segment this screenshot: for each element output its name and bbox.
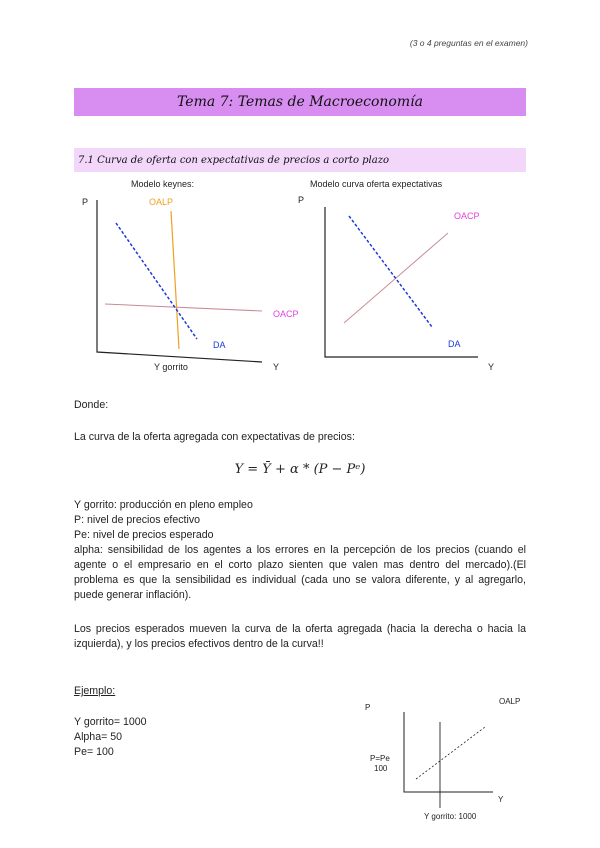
example-graph-oalp-label: OALP — [499, 697, 521, 706]
graph1-oalp-label: OALP — [149, 197, 174, 207]
intro-text: La curva de la oferta agregada con expectativas de precios: — [74, 431, 355, 443]
graph2-oacp-label: OACP — [454, 211, 480, 221]
precios-paragraph: Los precios esperados mueven la curva de la oferta agregada (hacia la derecha o hacia la izquierda), y los precios efectivos dentro de la curva!! — [74, 623, 526, 650]
graph1-x-axis: Y — [273, 362, 280, 372]
graph2-axes — [325, 207, 478, 357]
graph1-oacp-line — [105, 304, 262, 311]
def-pe: Pe: nivel de precios esperado — [74, 529, 214, 541]
def-p: P: nivel de precios efectivo — [74, 514, 201, 526]
graph2-da-line — [349, 216, 432, 327]
example-graph-pe-label: P=Pe — [370, 754, 390, 763]
def-y-gorrito: Y gorrito: producción en pleno empleo — [74, 499, 253, 511]
graph1-y-axis-label: P — [82, 197, 89, 207]
graph2-da-label: DA — [448, 339, 461, 349]
def-alpha: alpha: sensibilidad de los agentes a los errores en la percepción de los precios (cuando el agente o el empresario en el corto plazo sienten que valen mas dentro del mercado).(El problema es que la sensibilidad es individual (cada uno se valora diferente, y al agregarlo, puede generar inflación). — [74, 544, 526, 601]
page-title: Tema 7: Temas de Macroeconomía — [74, 88, 526, 116]
graph1-axes — [97, 200, 262, 362]
graph1-da-label: DA — [213, 340, 226, 350]
example-graph-x-label: Y gorrito: 1000 — [424, 812, 477, 821]
example-oacp-line — [416, 727, 485, 779]
exam-note: (3 o 4 preguntas en el examen) — [409, 38, 528, 48]
example-graph-p-label: P — [365, 703, 371, 712]
graph2-y-axis-label: P — [298, 195, 305, 205]
graph1-oacp-label: OACP — [273, 309, 299, 319]
section-title: 7.1 Curva de oferta con expectativas de precios a corto plazo — [74, 148, 526, 172]
example-heading: Ejemplo: — [74, 685, 116, 697]
graph1-da-line — [116, 223, 197, 339]
graph1-x-axis-label: Y gorrito — [154, 362, 188, 372]
example-pe: Pe= 100 — [74, 746, 114, 758]
graph2-x-axis: Y — [488, 362, 495, 372]
graph2-title: Modelo curva oferta expectativas — [310, 179, 443, 189]
example-graph-x-axis: Y — [498, 795, 504, 804]
donde-label: Donde: — [74, 399, 109, 411]
example-graph-axes — [404, 712, 493, 792]
graph1-oalp-line — [171, 211, 179, 349]
example-graph-pe-value: 100 — [374, 764, 388, 773]
graph1-title: Modelo keynes: — [131, 179, 195, 189]
example-y: Y gorrito= 1000 — [74, 716, 147, 728]
equation: Y = Ȳ + α * (P − Pᵉ) — [234, 462, 366, 477]
example-alpha: Alpha= 50 — [74, 731, 123, 743]
